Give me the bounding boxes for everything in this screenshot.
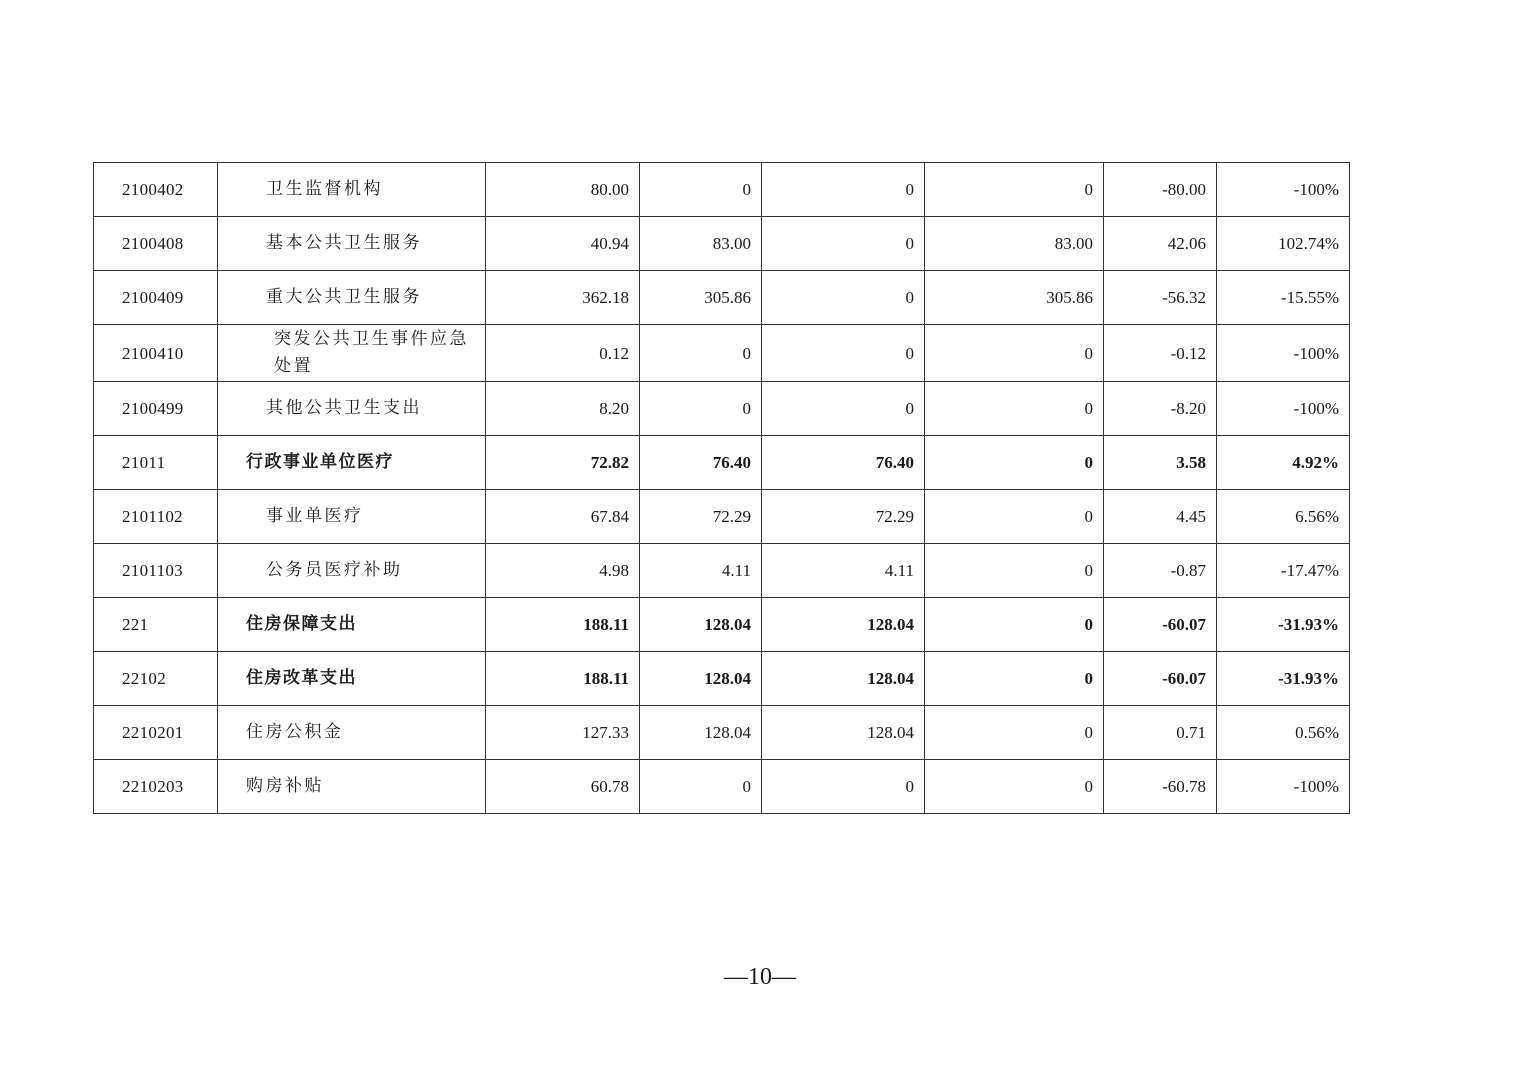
account-code: 221: [94, 598, 218, 652]
change-amount: -0.12: [1104, 325, 1217, 382]
change-amount: -60.07: [1104, 652, 1217, 706]
change-amount: -60.07: [1104, 598, 1217, 652]
page-number: —10—: [724, 964, 796, 990]
budget-table: [93, 162, 1350, 814]
value-cell: 188.11: [486, 652, 640, 706]
change-amount: 4.45: [1104, 490, 1217, 544]
table-row: [94, 760, 1350, 814]
change-percent: 102.74%: [1217, 217, 1350, 271]
value-cell: 128.04: [640, 706, 762, 760]
value-cell: 0: [762, 760, 925, 814]
change-percent: -100%: [1217, 382, 1350, 436]
value-cell: 127.33: [486, 706, 640, 760]
change-amount: 0.71: [1104, 706, 1217, 760]
change-percent: 0.56%: [1217, 706, 1350, 760]
value-cell: 0: [925, 490, 1104, 544]
value-cell: 362.18: [486, 271, 640, 325]
table-row: [94, 436, 1350, 490]
account-name: 住房保障支出: [218, 598, 486, 652]
change-amount: -56.32: [1104, 271, 1217, 325]
value-cell: 0.12: [486, 325, 640, 382]
change-percent: -31.93%: [1217, 652, 1350, 706]
value-cell: 72.29: [640, 490, 762, 544]
change-amount: -80.00: [1104, 163, 1217, 217]
change-amount: -0.87: [1104, 544, 1217, 598]
table-row: [94, 598, 1350, 652]
account-name: 住房公积金: [218, 706, 486, 760]
value-cell: 0: [640, 760, 762, 814]
table-row: [94, 217, 1350, 271]
value-cell: 0: [925, 436, 1104, 490]
account-code: 2100409: [94, 271, 218, 325]
account-code: 21011: [94, 436, 218, 490]
value-cell: 0: [762, 163, 925, 217]
account-name: 住房改革支出: [218, 652, 486, 706]
change-percent: -31.93%: [1217, 598, 1350, 652]
value-cell: 0: [640, 325, 762, 382]
table-row: [94, 163, 1350, 217]
value-cell: 4.98: [486, 544, 640, 598]
change-percent: -15.55%: [1217, 271, 1350, 325]
table-row: [94, 325, 1350, 382]
account-code: 2100499: [94, 382, 218, 436]
account-code: 2101102: [94, 490, 218, 544]
change-amount: 42.06: [1104, 217, 1217, 271]
change-percent: 6.56%: [1217, 490, 1350, 544]
account-code: 2101103: [94, 544, 218, 598]
value-cell: 60.78: [486, 760, 640, 814]
value-cell: 0: [762, 325, 925, 382]
account-code: 2100408: [94, 217, 218, 271]
value-cell: 128.04: [640, 652, 762, 706]
value-cell: 83.00: [640, 217, 762, 271]
account-code: 2210201: [94, 706, 218, 760]
change-percent: -100%: [1217, 760, 1350, 814]
value-cell: 0: [640, 382, 762, 436]
account-code: 2210203: [94, 760, 218, 814]
value-cell: 0: [925, 760, 1104, 814]
account-code: 2100402: [94, 163, 218, 217]
account-name: 重大公共卫生服务: [218, 271, 486, 325]
value-cell: 188.11: [486, 598, 640, 652]
account-name: 其他公共卫生支出: [218, 382, 486, 436]
account-name: 突发公共卫生事件应急处置: [218, 325, 486, 382]
value-cell: 80.00: [486, 163, 640, 217]
table-row: [94, 652, 1350, 706]
value-cell: 0: [762, 271, 925, 325]
table-row: [94, 271, 1350, 325]
change-percent: -17.47%: [1217, 544, 1350, 598]
account-name: 事业单医疗: [218, 490, 486, 544]
value-cell: 67.84: [486, 490, 640, 544]
value-cell: 0: [762, 217, 925, 271]
value-cell: 72.82: [486, 436, 640, 490]
value-cell: 72.29: [762, 490, 925, 544]
account-name: 行政事业单位医疗: [218, 436, 486, 490]
account-name: 公务员医疗补助: [218, 544, 486, 598]
account-code: 2100410: [94, 325, 218, 382]
value-cell: 305.86: [925, 271, 1104, 325]
change-percent: -100%: [1217, 163, 1350, 217]
account-name: 购房补贴: [218, 760, 486, 814]
value-cell: 0: [925, 382, 1104, 436]
account-name: 基本公共卫生服务: [218, 217, 486, 271]
value-cell: 0: [925, 706, 1104, 760]
value-cell: 0: [925, 598, 1104, 652]
change-amount: 3.58: [1104, 436, 1217, 490]
value-cell: 128.04: [640, 598, 762, 652]
value-cell: 40.94: [486, 217, 640, 271]
account-name: 卫生监督机构: [218, 163, 486, 217]
value-cell: 0: [762, 382, 925, 436]
value-cell: 83.00: [925, 217, 1104, 271]
value-cell: 0: [640, 163, 762, 217]
account-code: 22102: [94, 652, 218, 706]
value-cell: 4.11: [640, 544, 762, 598]
value-cell: 8.20: [486, 382, 640, 436]
value-cell: 0: [925, 325, 1104, 382]
table-row: [94, 382, 1350, 436]
value-cell: 0: [925, 163, 1104, 217]
value-cell: 0: [925, 544, 1104, 598]
value-cell: 128.04: [762, 598, 925, 652]
value-cell: 128.04: [762, 706, 925, 760]
value-cell: 0: [925, 652, 1104, 706]
value-cell: 128.04: [762, 652, 925, 706]
table-row: [94, 544, 1350, 598]
change-amount: -8.20: [1104, 382, 1217, 436]
value-cell: 76.40: [762, 436, 925, 490]
value-cell: 76.40: [640, 436, 762, 490]
change-percent: -100%: [1217, 325, 1350, 382]
change-percent: 4.92%: [1217, 436, 1350, 490]
value-cell: 4.11: [762, 544, 925, 598]
table-row: [94, 490, 1350, 544]
table-row: [94, 706, 1350, 760]
change-amount: -60.78: [1104, 760, 1217, 814]
value-cell: 305.86: [640, 271, 762, 325]
